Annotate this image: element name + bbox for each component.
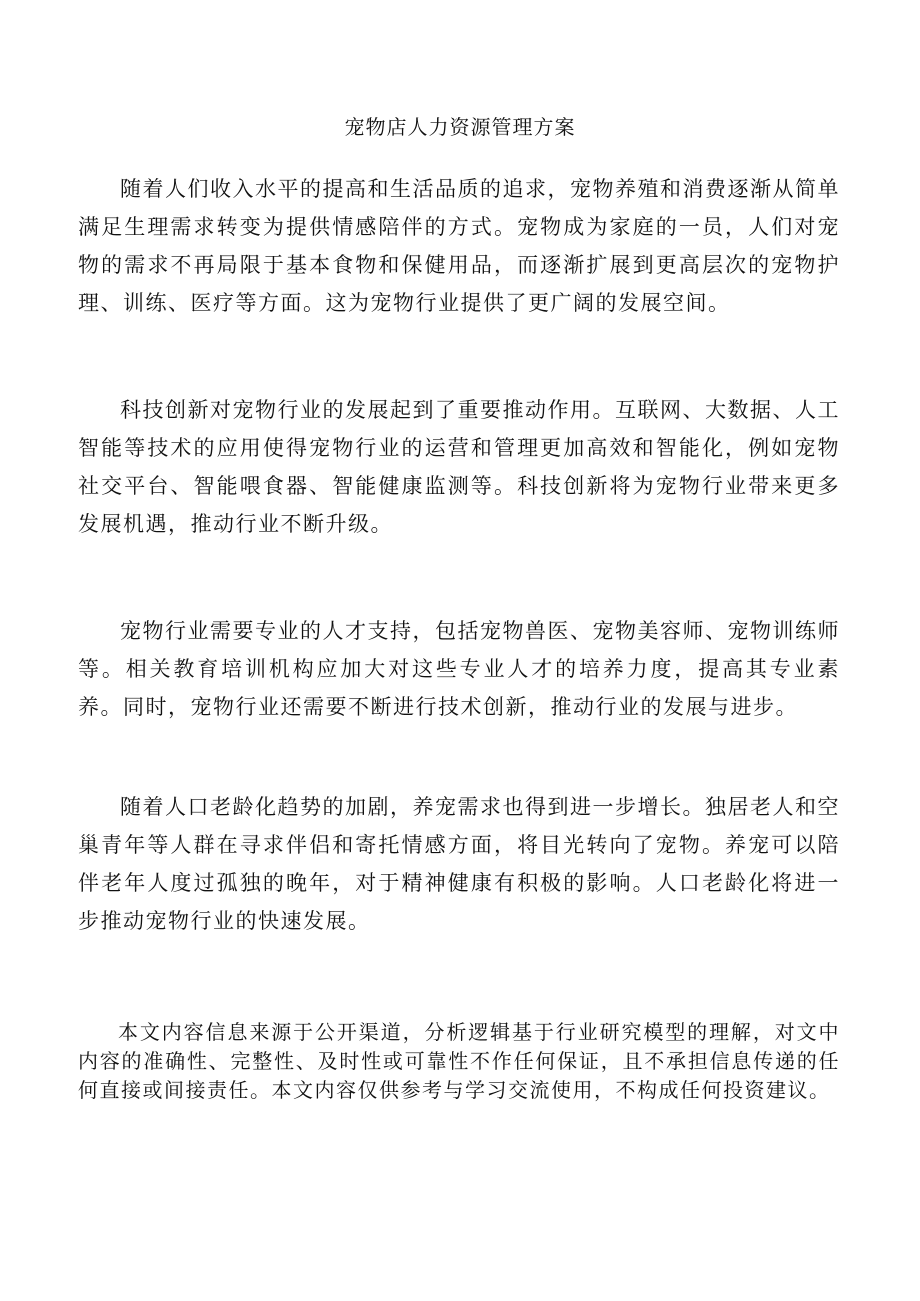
paragraph-aging-population: 随着人口老龄化趋势的加剧，养宠需求也得到进一步增长。独居老人和空巢青年等人群在寻求伴侣和寄托情感方面，将目光转向了宠物。养宠可以陪伴老年人度过孤独的晚年，对于精神健康有积极的影响。人口老龄化将进一步推动宠物行业的快速发展。: [78, 795, 840, 933]
paragraph-talent-support: 宠物行业需要专业的人才支持，包括宠物兽医、宠物美容师、宠物训练师等。相关教育培训机构应加大对这些专业人才的培养力度，提高其专业素养。同时，宠物行业还需要不断进行技术创新，推动行业的发展与进步。: [78, 619, 840, 719]
disclaimer-paragraph: 本文内容信息来源于公开渠道，分析逻辑基于行业研究模型的理解，对文中内容的准确性、完整性、及时性或可靠性不作任何保证，且不承担信息传递的任何直接或间接责任。本文内容仅供参考与学习交流使用，不构成任何投资建议。: [78, 1020, 840, 1102]
paragraph-income-growth: 随着人们收入水平的提高和生活品质的追求，宠物养殖和消费逐渐从简单满足生理需求转变为提供情感陪伴的方式。宠物成为家庭的一员，人们对宠物的需求不再局限于基本食物和保健用品，而逐渐扩展到更高层次的宠物护理、训练、医疗等方面。这为宠物行业提供了更广阔的发展空间。: [78, 177, 840, 315]
paragraph-tech-innovation: 科技创新对宠物行业的发展起到了重要推动作用。互联网、大数据、人工智能等技术的应用使得宠物行业的运营和管理更加高效和智能化，例如宠物社交平台、智能喂食器、智能健康监测等。科技创新将为宠物行业带来更多发展机遇，推动行业不断升级。: [78, 398, 840, 536]
document-title: 宠物店人力资源管理方案: [344, 115, 576, 139]
